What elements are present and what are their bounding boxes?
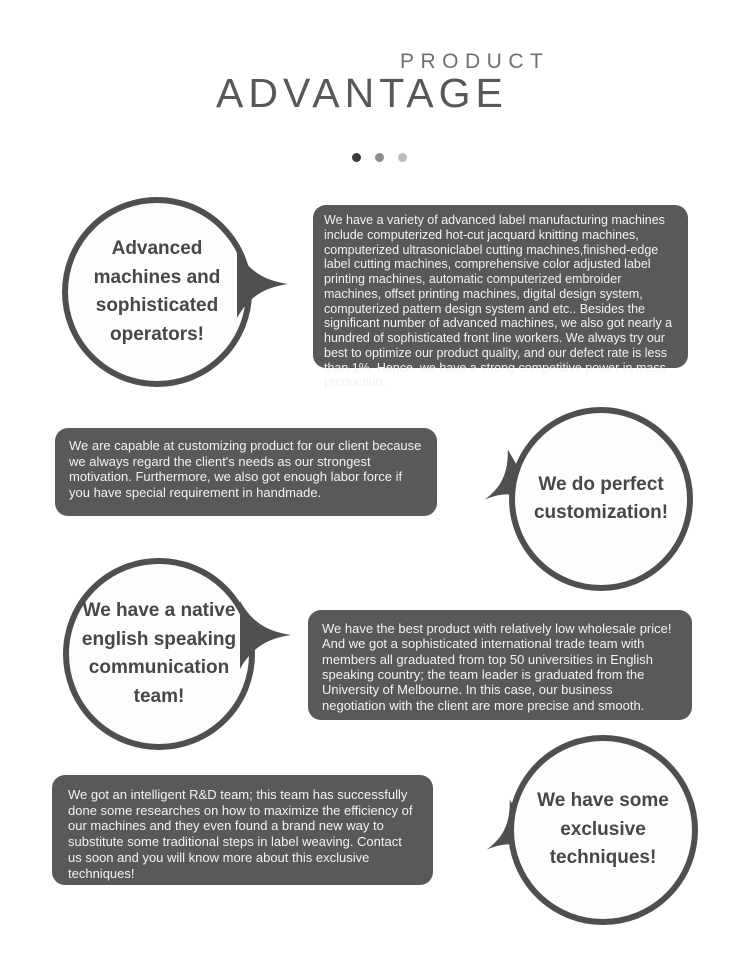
speech-bubble-exclusive-techniques xyxy=(508,735,698,925)
carousel-dot-2[interactable] xyxy=(375,153,384,162)
page-title: ADVANTAGE xyxy=(216,70,508,116)
panel-trade-team: We have the best product with relatively low wholesale price! And we got a sophisticated international trade team with members all graduated from top 50 universities in English speaking country; the team leader is graduated from the University of Melbourne. In this case, our business negotiation with the client are more precise and smooth. xyxy=(308,610,692,720)
speech-bubble-english-team xyxy=(63,558,255,750)
speech-bubble-advanced-machines xyxy=(62,197,252,387)
bubble-text: We have some exclusive techniques! xyxy=(537,790,669,869)
carousel-dots xyxy=(352,153,407,162)
panel-advanced-machines: We have a variety of advanced label manufacturing machines include computerized hot-cut jacquard knitting machines, computerized ultrasoniclabel cutting machines,finished-edge label cutting machines, comprehensive color adjusted label printing machines, automatic computerized embroider machines, offset printing machines, digital design system, computerized pattern design system and etc.. Besides the significant number of advanced machines, we also got nearly a hundred of sophisticated front line workers. We always try our best to optimize our product quality, and our defect rate is less than 1%. Hence, we have a strong competitive power in mass production. xyxy=(313,205,688,368)
bubble-tail-right-icon xyxy=(240,601,292,669)
panel-rd-team: We got an intelligent R&D team; this team has successfully done some researches on how to maximize the efficiency of our machines and they even found a brand new way to substitute some traditional steps in label weaving. Contact us soon and you will know more about this exclusive techniques! xyxy=(52,775,433,885)
bubble-text: We do perfect customization! xyxy=(533,473,669,523)
speech-bubble-customization xyxy=(509,407,693,591)
carousel-dot-3[interactable] xyxy=(398,153,407,162)
bubble-text: Advanced machines and sophisticated operators! xyxy=(93,238,221,345)
bubble-tail-right-icon xyxy=(237,250,289,318)
subtitle: PRODUCT xyxy=(400,50,550,73)
panel-customization: We are capable at customizing product for our client because we always regard the client's needs as our strongest motivation. Furthermore, we also got enough labor force if you have special requirement in handmade. xyxy=(55,428,437,516)
bubble-text: We have a native english speaking communication team! xyxy=(81,600,237,707)
carousel-dot-1[interactable] xyxy=(352,153,361,162)
